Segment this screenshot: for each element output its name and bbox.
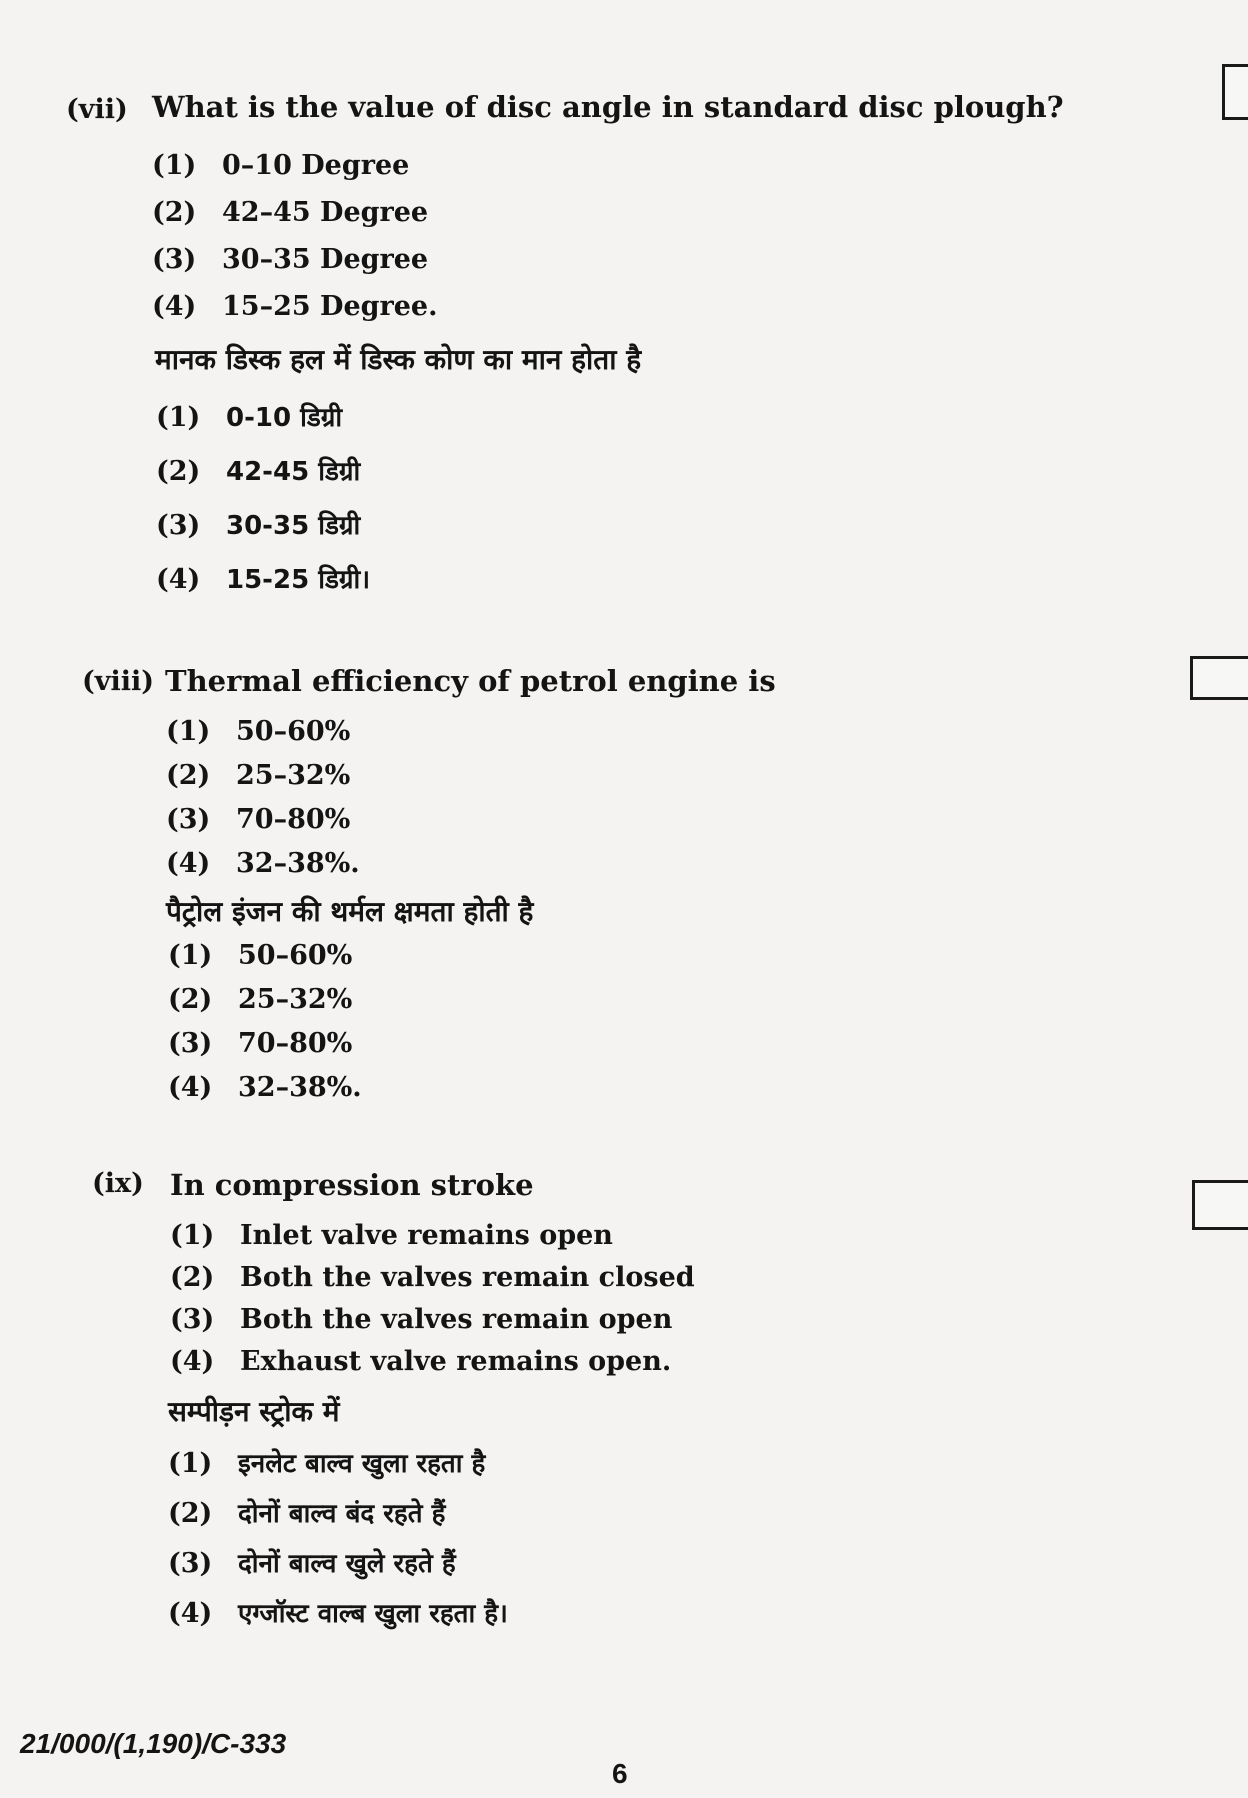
question-text-hindi: मानक डिस्क हल में डिस्क कोण का मान होता है [155,343,642,376]
option: (2) Both the valves remain closed [170,1262,695,1293]
option: (3) 70–80% [166,804,351,835]
option-hindi: (4) 32–38%. [168,1072,362,1103]
option: (3) Both the valves remain open [170,1304,673,1335]
option: (1) Inlet valve remains open [170,1220,613,1251]
question-text: In compression stroke [170,1168,534,1202]
option-hindi: (1) इनलेट बाल्व खुला रहता है [168,1448,486,1479]
option: (2) 25–32% [166,760,351,791]
option-hindi: (3) दोनों बाल्व खुले रहते हैं [168,1548,456,1579]
question-number: (viii) [82,666,155,697]
paper-code: 21/000/(1,190)/C-333 [20,1728,287,1759]
page-number: 6 [612,1758,628,1789]
answer-box [1190,656,1248,700]
answer-box [1192,1180,1248,1230]
option: (4) Exhaust valve remains open. [170,1346,672,1377]
question-number: (ix) [92,1168,144,1199]
option-hindi: (2) 25–32% [168,984,353,1015]
option-hindi: (4) 15-25 डिग्री। [156,564,371,595]
option-hindi: (3) 30-35 डिग्री [156,510,361,541]
option-hindi: (2) 42-45 डिग्री [156,456,361,487]
option-hindi: (2) दोनों बाल्व बंद रहते हैं [168,1498,446,1529]
option: (1) 50–60% [166,716,351,747]
question-text-hindi: पैट्रोल इंजन की थर्मल क्षमता होती है [166,895,534,928]
option: (4) 32–38%. [166,848,360,879]
option: (3) 30–35 Degree [152,244,429,275]
option: (2) 42–45 Degree [152,197,429,228]
option: (4) 15–25 Degree. [152,291,438,322]
question-text: What is the value of disc angle in standard disc plough? [152,90,1064,124]
question-number: (vii) [66,94,128,125]
option-hindi: (1) 50–60% [168,940,353,971]
answer-box [1222,64,1248,120]
option-hindi: (1) 0-10 डिग्री [156,402,343,433]
question-text: Thermal efficiency of petrol engine is [165,664,776,698]
option: (1) 0–10 Degree [152,150,410,181]
question-text-hindi: सम्पीड़न स्ट्रोक में [168,1395,340,1428]
option-hindi: (4) एग्जॉस्ट वाल्ब खुला रहता है। [168,1598,508,1629]
option-hindi: (3) 70–80% [168,1028,353,1059]
